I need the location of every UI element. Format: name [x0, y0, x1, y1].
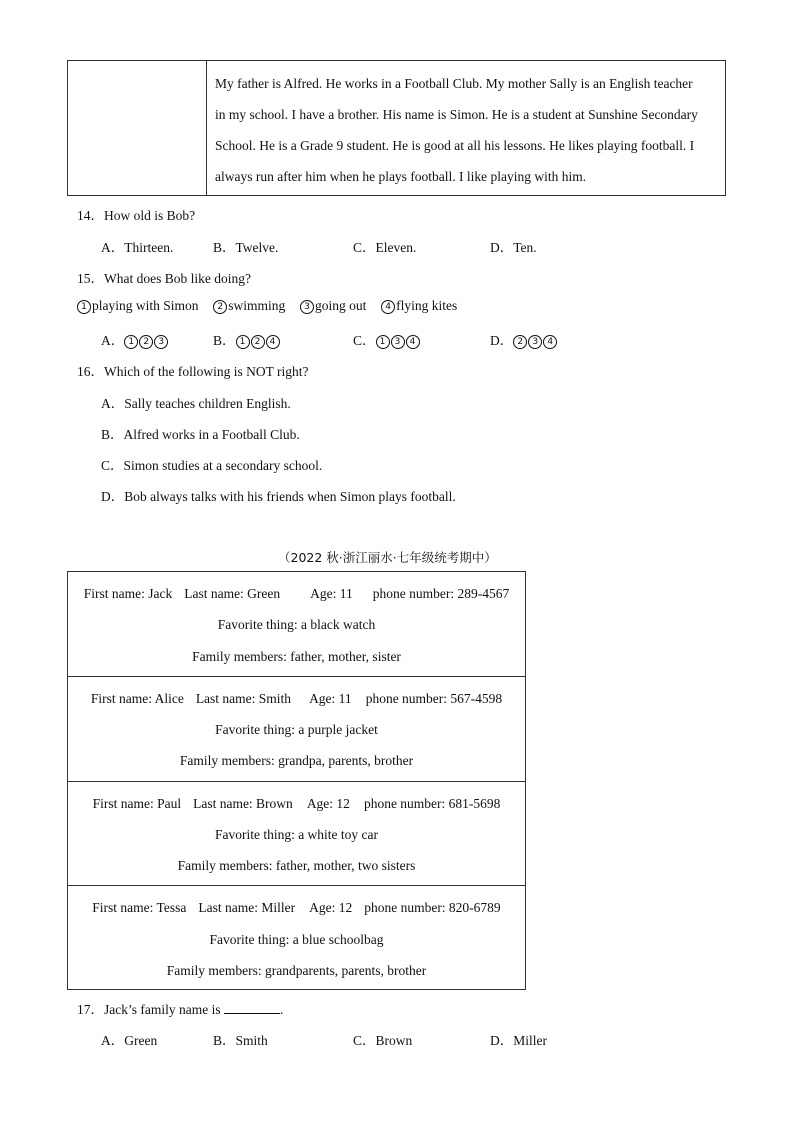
passage-line: My father is Alfred. He works in a Football Club. My mother Sally is an English teacher — [215, 76, 693, 91]
question-16: 16．Which of the following is NOT right? — [77, 364, 309, 379]
answer-blank[interactable] — [224, 1001, 280, 1014]
q14-option-a[interactable]: A．Thirteen. — [101, 240, 174, 255]
question-15: 15．What does Bob like doing? — [77, 271, 251, 286]
circled-number: 4 — [381, 300, 395, 314]
info-cards-table — [67, 571, 526, 990]
q15-option-c[interactable]: C． 1 3 4 — [353, 329, 421, 349]
card-name-line: First name: Jack Last name: Green Age: 11 phone number: 289-4567 — [83, 586, 510, 601]
source-label: （2022 秋·浙江丽水·七年级统考期中） — [278, 550, 497, 565]
passage-left-cell — [68, 61, 207, 195]
q17-option-d[interactable]: D．Miller — [490, 1033, 547, 1048]
passage-line: in my school. I have a brother. His name is Simon. He is a student at Sunshine Secondary — [215, 107, 698, 122]
q17-option-c[interactable]: C．Brown — [353, 1033, 413, 1048]
card-name-line: First name: Tessa Last name: Miller Age: 12 phone number: 820-6789 — [92, 900, 501, 916]
info-card — [68, 886, 525, 991]
q14-option-b[interactable]: B．Twelve. — [213, 240, 279, 255]
card-family: Family members: grandparents, parents, brother — [166, 962, 427, 978]
card-family: Family members: father, mother, two sisters — [177, 858, 416, 874]
q16-option-a[interactable]: A．Sally teaches children English. — [101, 396, 291, 411]
q15-items — [77, 298, 457, 314]
question-14: 14．How old is Bob? — [77, 208, 196, 223]
card-favorite: Favorite thing: a white toy car — [214, 826, 379, 842]
q14-option-c[interactable]: C．Eleven. — [353, 240, 417, 255]
q16-option-b[interactable]: B．Alfred works in a Football Club. — [101, 427, 300, 442]
q15-item: 1 playing with Simon — [77, 298, 199, 313]
q14-option-d[interactable]: D．Ten. — [490, 240, 537, 255]
card-family: Family members: father, mother, sister — [192, 648, 401, 664]
info-card — [68, 677, 525, 782]
card-favorite: Favorite thing: a blue schoolbag — [209, 931, 384, 947]
card-favorite: Favorite thing: a purple jacket — [215, 722, 378, 738]
card-family: Family members: grandpa, parents, brother — [179, 753, 414, 769]
passage-line: always run after him when he plays football. I like playing with him. — [215, 169, 587, 184]
q15-item: 4 flying kites — [381, 298, 457, 313]
q16-option-d[interactable]: D．Bob always talks with his friends when Simon plays football. — [101, 489, 456, 504]
info-card — [68, 782, 525, 887]
circled-number: 3 — [300, 300, 314, 314]
info-card — [68, 572, 525, 677]
q15-option-b[interactable]: B． 1 2 4 — [213, 329, 281, 349]
q15-option-d[interactable]: D． 2 3 4 — [490, 329, 558, 349]
passage-text — [207, 61, 725, 195]
card-favorite: Favorite thing: a black watch — [217, 617, 376, 633]
circled-number: 2 — [213, 300, 227, 314]
q15-option-a[interactable]: A． 1 2 3 — [101, 329, 169, 349]
q15-item: 2 swimming — [213, 298, 285, 313]
q17-option-b[interactable]: B．Smith — [213, 1033, 268, 1048]
card-name-line: First name: Alice Last name: Smith Age: 11 phone number: 567-4598 — [90, 690, 503, 706]
question-17: 17．Jack’s family name is . — [77, 1002, 284, 1017]
card-name-line: First name: Paul Last name: Brown Age: 12 phone number: 681-5698 — [92, 795, 501, 811]
passage-table — [67, 60, 726, 196]
q17-option-a[interactable]: A．Green — [101, 1033, 158, 1048]
circled-number: 1 — [77, 300, 91, 314]
q16-option-c[interactable]: C．Simon studies at a secondary school. — [101, 458, 323, 473]
q15-item: 3 going out — [300, 298, 366, 313]
passage-line: School. He is a Grade 9 student. He is good at all his lessons. He likes playing football. I — [215, 138, 695, 153]
